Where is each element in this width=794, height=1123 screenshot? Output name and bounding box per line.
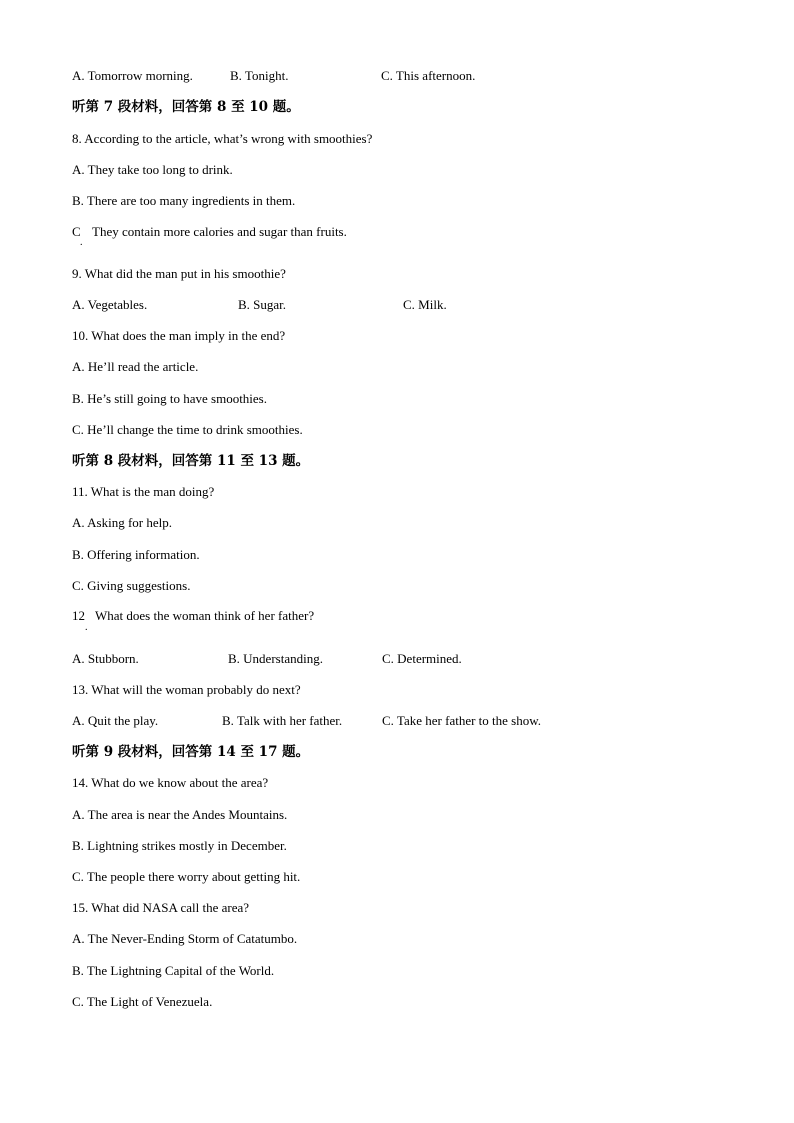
q8-option-c-dot: . xyxy=(80,237,83,248)
q10-question: 10. What does the man imply in the end? xyxy=(72,328,286,343)
q13-option-b: B. Talk with her father. xyxy=(222,713,343,728)
q14-option-a: A. The area is near the Andes Mountains. xyxy=(72,807,288,822)
q14-question: 14. What do we know about the area? xyxy=(72,775,269,790)
q15-option-b: B. The Lightning Capital of the World. xyxy=(72,963,275,978)
q15-question: 15. What did NASA call the area? xyxy=(72,900,250,915)
q7-option-c: C. This afternoon. xyxy=(381,68,476,83)
q7-option-b: B. Tonight. xyxy=(230,68,289,83)
q8-option-c-letter: C xyxy=(72,224,81,239)
section-9-heading: 听第 9 段材料，回答第 14 至 17 题。 xyxy=(72,744,310,760)
q14-option-c: C. The people there worry about getting hit. xyxy=(72,869,301,884)
q11-option-b: B. Offering information. xyxy=(72,547,200,562)
q13-option-a: A. Quit the play. xyxy=(72,713,159,728)
q8-question: 8. According to the article, what’s wrong with smoothies? xyxy=(72,131,373,146)
q15-option-a: A. The Never-Ending Storm of Catatumbo. xyxy=(72,931,298,946)
q12-option-a: A. Stubborn. xyxy=(72,651,139,666)
q8-option-b: B. There are too many ingredients in them. xyxy=(72,193,296,208)
q7-option-a: A. Tomorrow morning. xyxy=(72,68,193,83)
section-7-heading: 听第 7 段材料，回答第 8 至 10 题。 xyxy=(72,99,300,115)
q14-option-b: B. Lightning strikes mostly in December. xyxy=(72,838,287,853)
q12-question: What does the woman think of her father? xyxy=(95,608,315,623)
q10-option-c: C. He’ll change the time to drink smoothies. xyxy=(72,422,303,437)
q15-option-c: C. The Light of Venezuela. xyxy=(72,994,213,1009)
q8-option-a: A. They take too long to drink. xyxy=(72,162,233,177)
q9-question: 9. What did the man put in his smoothie? xyxy=(72,266,286,281)
q13-question: 13. What will the woman probably do next? xyxy=(72,682,301,697)
q11-question: 11. What is the man doing? xyxy=(72,484,215,499)
q12-option-b: B. Understanding. xyxy=(228,651,323,666)
q10-option-a: A. He’ll read the article. xyxy=(72,359,199,374)
q9-option-b: B. Sugar. xyxy=(238,297,287,312)
q11-option-c: C. Giving suggestions. xyxy=(72,578,191,593)
q13-option-c: C. Take her father to the show. xyxy=(382,713,542,728)
q12-dot: . xyxy=(85,622,88,633)
section-8-heading: 听第 8 段材料，回答第 11 至 13 题。 xyxy=(72,453,310,469)
q9-option-a: A. Vegetables. xyxy=(72,297,148,312)
q9-option-c: C. Milk. xyxy=(403,297,447,312)
q10-option-b: B. He’s still going to have smoothies. xyxy=(72,391,267,406)
q11-option-a: A. Asking for help. xyxy=(72,515,173,530)
q8-option-c-text: They contain more calories and sugar than fruits. xyxy=(92,224,347,239)
q12-option-c: C. Determined. xyxy=(382,651,462,666)
q12-number: 12 xyxy=(72,608,85,623)
